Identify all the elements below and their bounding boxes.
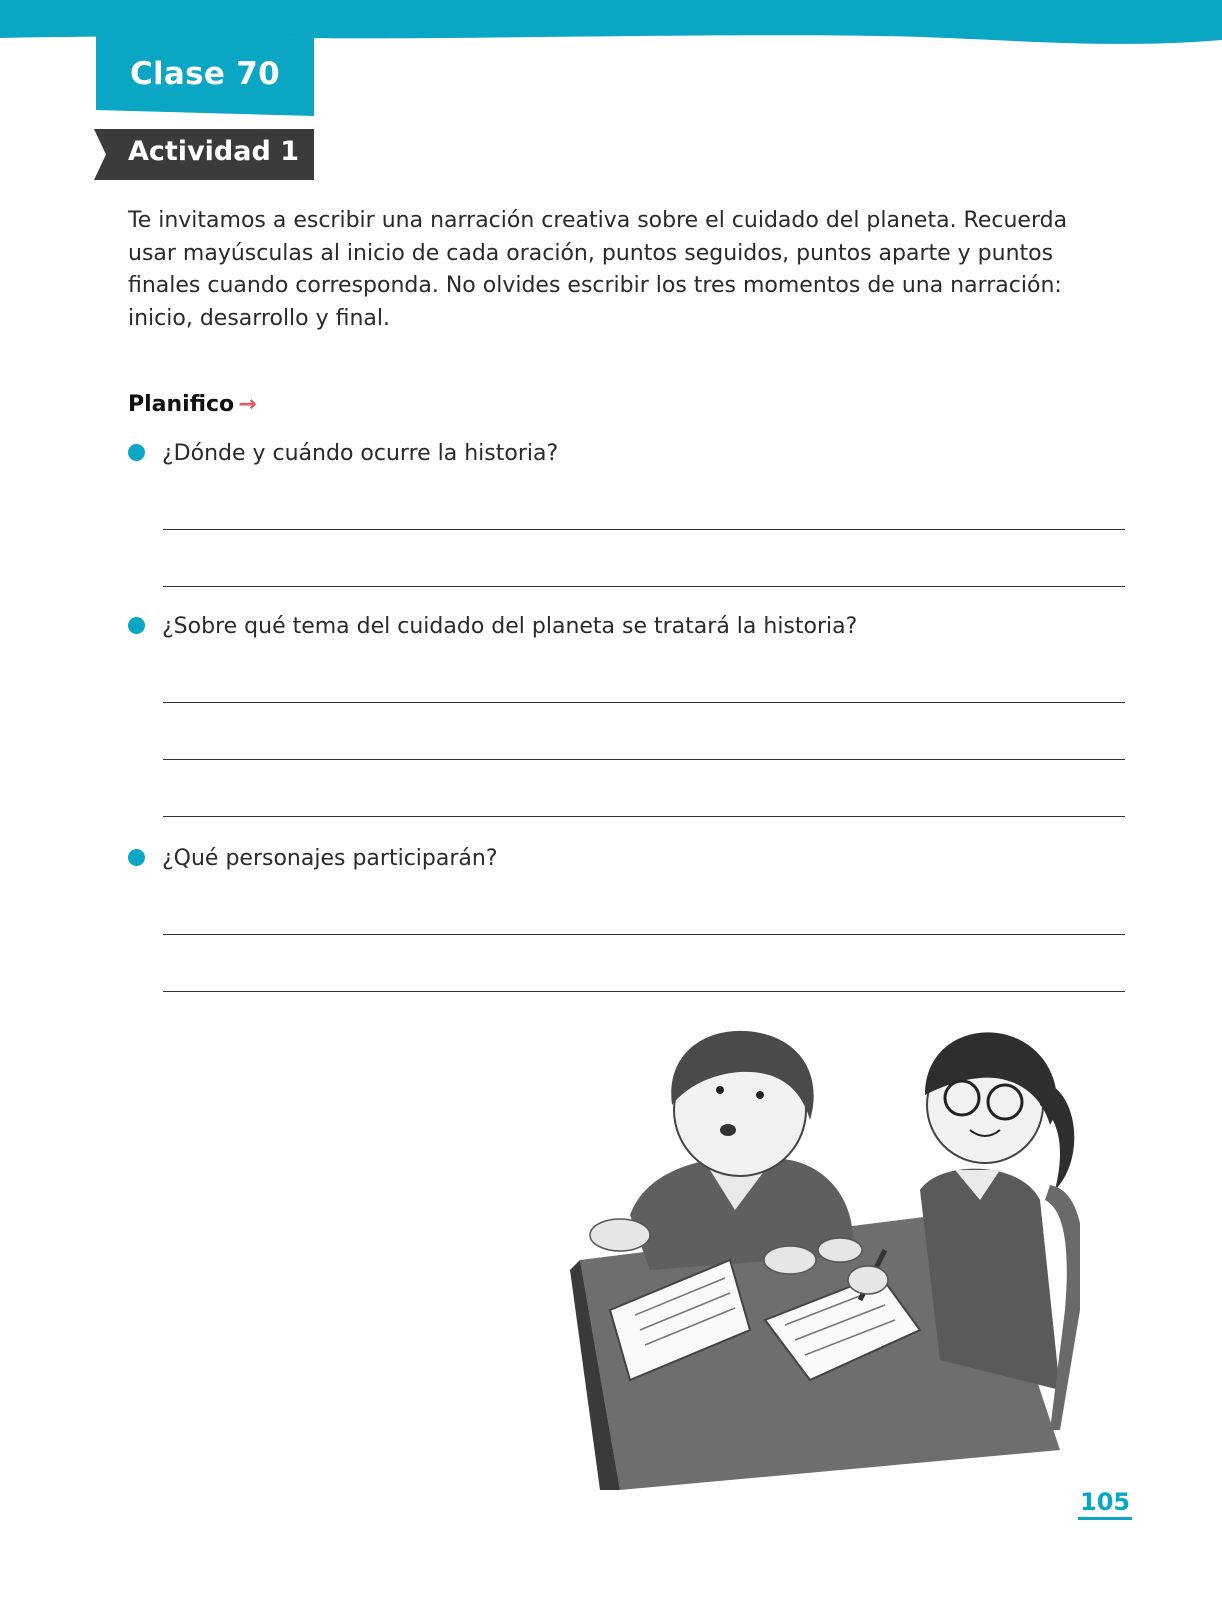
planifico-label: Planifico [128, 392, 235, 417]
actividad-title: Actividad 1 [128, 136, 299, 167]
question-1 [128, 441, 558, 466]
bullet-icon [128, 617, 145, 634]
intro-paragraph: Te invitamos a escribir una narración creativa sobre el cuidado del planeta. Recuerda usar mayúsculas al inicio de cada oración, puntos seguidos, puntos aparte y puntos finales cuando corresponda. No olvides escribir los tres momentos de una narración: inicio, desarrollo y final. [128, 208, 1068, 331]
answer-line[interactable] [163, 991, 1125, 992]
answer-line[interactable] [163, 816, 1125, 817]
question-text: ¿Qué personajes participarán? [162, 846, 498, 871]
question-3 [128, 846, 498, 871]
answer-line[interactable] [163, 759, 1125, 760]
bullet-icon [128, 849, 145, 866]
clase-title: Clase 70 [129, 56, 281, 92]
planifico-heading [128, 392, 257, 417]
bullet-icon [128, 444, 145, 461]
question-text: ¿Sobre qué tema del cuidado del planeta se tratará la historia? [162, 614, 858, 639]
children-writing-illustration [560, 1010, 1080, 1500]
page-number: 105 [1078, 1488, 1132, 1520]
answer-line[interactable] [163, 586, 1125, 587]
answer-line[interactable] [163, 702, 1125, 703]
arrow-right-icon: → [238, 392, 257, 417]
answer-line[interactable] [163, 934, 1125, 935]
question-2 [128, 614, 857, 639]
question-text: ¿Dónde y cuándo ocurre la historia? [162, 441, 559, 466]
answer-line[interactable] [163, 529, 1125, 530]
